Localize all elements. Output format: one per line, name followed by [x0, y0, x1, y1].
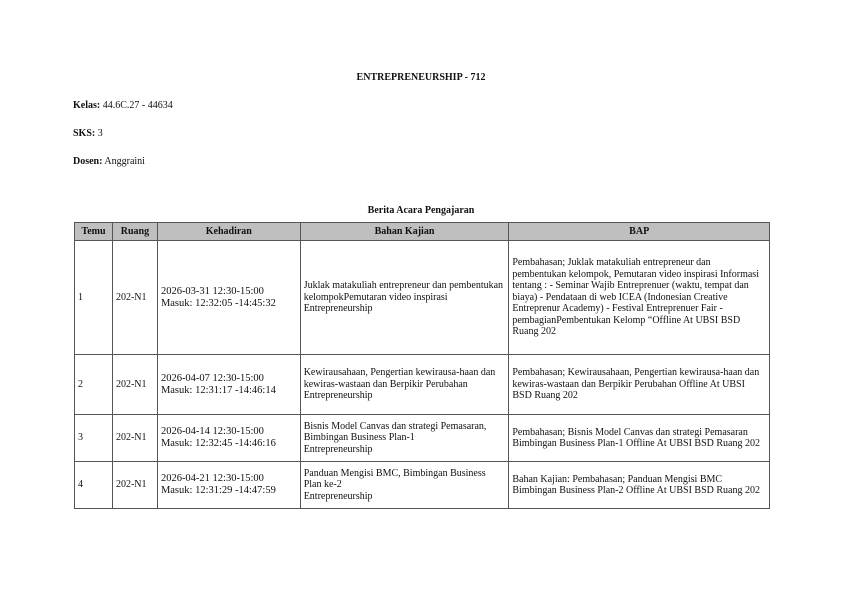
- cell-bap: Pembahasan; Bisnis Model Canvas dan strategi Pemasaran Bimbingan Business Plan-1 Offline At UBSI BSD Ruang 202: [509, 415, 770, 462]
- attendance-time: Masuk: 12:31:17 -14:46:14: [160, 384, 276, 396]
- col-header-bahan-kajian: Bahan Kajian: [300, 223, 509, 241]
- cell-kehadiran: [157, 462, 300, 509]
- cell-temu: 3: [75, 415, 113, 462]
- cell-bahan-kajian: [300, 355, 509, 415]
- col-header-ruang: Ruang: [112, 223, 157, 241]
- cell-bahan-kajian: [300, 241, 509, 355]
- schedule-time: 2026-04-21 12:30-15:00: [160, 473, 264, 484]
- schedule-time: 2026-04-07 12:30-15:00: [160, 372, 264, 384]
- sks-value: 3: [97, 128, 103, 139]
- kelas-value: 44.6C.27 - 44634: [102, 100, 173, 111]
- table-row: [75, 415, 770, 462]
- table-row: [75, 241, 770, 355]
- table-row: [75, 462, 770, 509]
- cell-bap: Pembahasan; Kewirausahaan, Pengertian kewirausa-haan dan kewiras-wastaan dan Berpikir Perubahan Offline At UBSI BSD Ruang 202: [509, 355, 770, 415]
- cell-bap: Bahan Kajian: Pembahasan; Panduan Mengisi BMC Bimbingan Business Plan-2 Offline At UBSI BSD Ruang 202: [509, 462, 770, 509]
- course-name: Entrepreneurship: [303, 443, 373, 455]
- table-row: [75, 355, 770, 415]
- cell-kehadiran: [157, 355, 300, 415]
- col-header-temu: Temu: [75, 223, 113, 241]
- sks-label: SKS:: [73, 128, 96, 139]
- cell-ruang: 202-N1: [112, 415, 157, 462]
- table-header-row: [75, 223, 770, 241]
- cell-ruang: 202-N1: [112, 355, 157, 415]
- cell-temu: 2: [75, 355, 113, 415]
- schedule-time: 2026-04-14 12:30-15:00: [160, 426, 264, 437]
- cell-kehadiran: [157, 241, 300, 355]
- cell-bahan-kajian: [300, 415, 509, 462]
- attendance-time: Masuk: 12:32:05 -14:45:32: [160, 297, 276, 309]
- section-title: Berita Acara Pengajaran: [367, 205, 475, 216]
- course-name: Entrepreneurship: [303, 390, 373, 402]
- cell-kehadiran: [157, 415, 300, 462]
- topic-text: Panduan Mengisi BMC, Bimbingan Business Plan ke-2: [303, 467, 486, 491]
- course-name: Entrepreneurship: [303, 490, 373, 502]
- dosen-line: [73, 156, 145, 167]
- col-header-bap: BAP: [509, 223, 770, 241]
- topic-text: Juklak matakuliah entrepreneur dan pembentukan kelompokPemutaran video inspirasi: [303, 280, 504, 303]
- topic-text: Kewirausahaan, Pengertian kewirausa-haan dan kewiras-wastaan dan Berpikir Perubahan: [303, 367, 496, 390]
- cell-bahan-kajian: [300, 462, 509, 509]
- attendance-time: Masuk: 12:32:45 -14:46:16: [160, 438, 276, 449]
- kelas-line: [73, 100, 173, 111]
- document-title: ENTREPRENEURSHIP - 712: [356, 72, 486, 83]
- kelas-label: Kelas:: [73, 100, 101, 111]
- cell-temu: 1: [75, 241, 113, 355]
- sks-line: [73, 128, 103, 139]
- bap-table: [74, 222, 770, 509]
- cell-ruang: 202-N1: [112, 462, 157, 509]
- attendance-time: Masuk: 12:31:29 -14:47:59: [160, 485, 276, 496]
- cell-bap: Pembahasan; Juklak matakuliah entrepreneur dan pembentukan kelompok, Pemutaran video inspirasi Informasi tentang : - Seminar Wajib Entreprenuer (waktu, tempat dan biaya) - Pendataan di web ICEA (Indonesian Creative Entreprenur Academy) - Festival Entreprenuer Fair - pembagianPembentukan Kelomp “Offline At UBSI BSD Ruang 202: [509, 241, 770, 355]
- dosen-label: Dosen:: [73, 156, 103, 167]
- schedule-time: 2026-03-31 12:30-15:00: [160, 285, 264, 297]
- cell-ruang: 202-N1: [112, 241, 157, 355]
- col-header-kehadiran: Kehadiran: [157, 223, 300, 241]
- dosen-value: Anggraini: [104, 156, 145, 167]
- topic-text: Bisnis Model Canvas dan strategi Pemasaran, Bimbingan Business Plan-1: [303, 420, 487, 444]
- cell-temu: 4: [75, 462, 113, 509]
- course-name: Entrepreneurship: [303, 303, 373, 315]
